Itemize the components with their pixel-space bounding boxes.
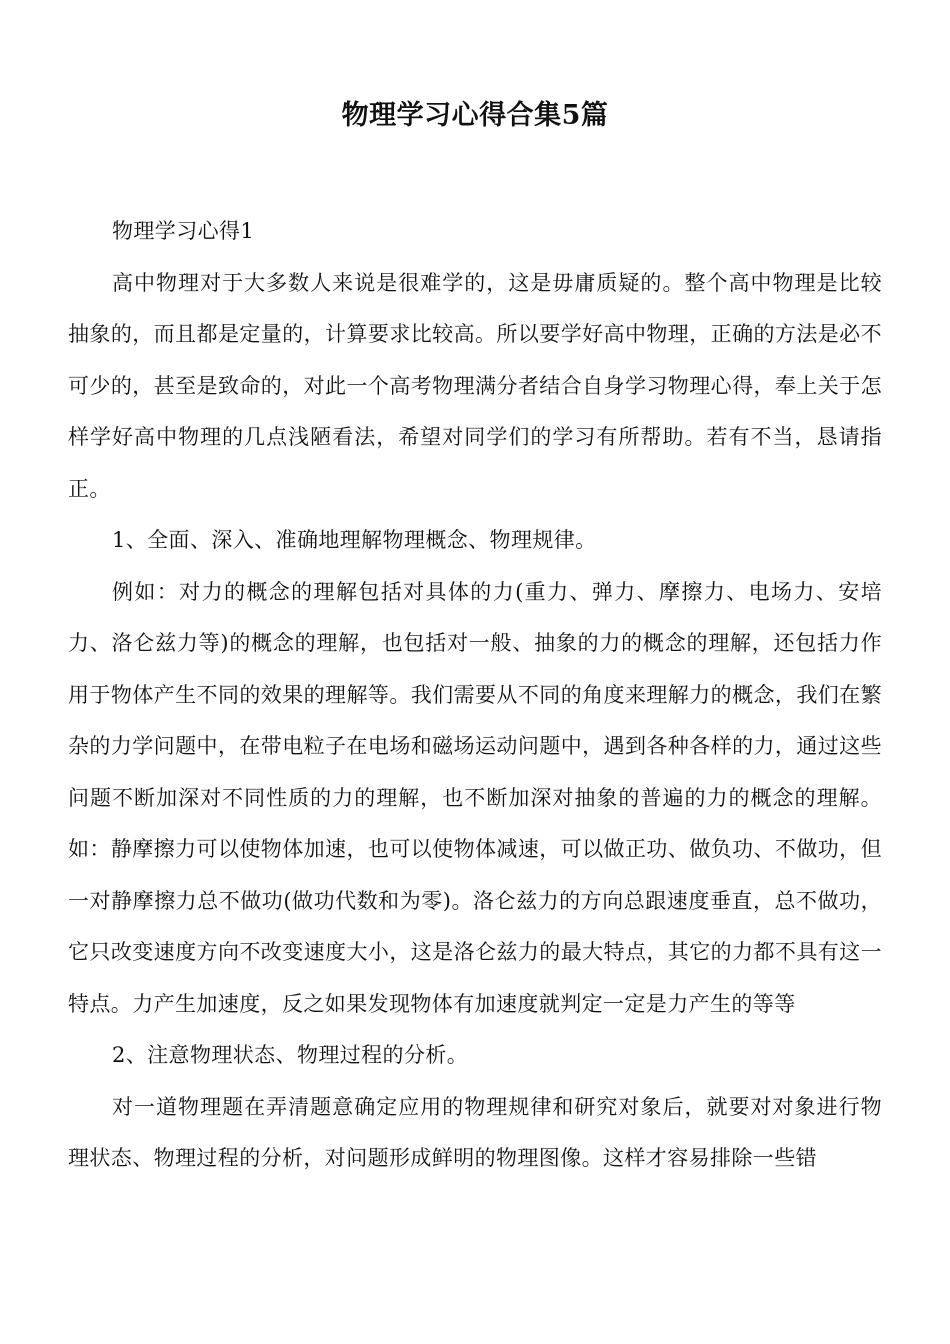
paragraph: 对一道物理题在弄清题意确定应用的物理规律和研究对象后，就要对对象进行物理状态、物理过程的分析，对问题形成鲜明的物理图像。这样才容易排除一些错	[68, 1094, 882, 1170]
document-title: 物理学习心得合集5篇	[341, 100, 609, 131]
paragraph: 例如：对力的概念的理解包括对具体的力(重力、弹力、摩擦力、电场力、安培力、洛仑兹力等)的概念的理解，也包括对一般、抽象的力的概念的理解，还包括力作用于物体产生不同的效果的理解等。我们需要从不同的角度来理解力的概念，我们在繁杂的力学问题中，在带电粒子在电场和磁场运动问题中，遇到各种各样的力，通过这些问题不断加深对不同性质的力的理解，也不断加深对抽象的普遍的力的概念的理解。如：静摩擦力可以使物体加速，也可以使物体减速，可以做正功、做负功、不做功，但一对静摩擦力总不做功(做功代数和为零)。洛仑兹力的方向总跟速度垂直，总不做功，它只改变速度方向不改变速度大小，这是洛仑兹力的最大特点，其它的力都不具有这一特点。力产生加速度，反之如果发现物体有加速度就判定一定是力产生的等等	[68, 579, 882, 1016]
section-heading: 物理学习心得1	[112, 219, 255, 243]
point-heading: 2、注意物理状态、物理过程的分析。	[112, 1043, 469, 1067]
document-body	[68, 206, 882, 1185]
point-heading: 1、全面、深入、准确地理解物理概念、物理规律。	[112, 528, 597, 552]
paragraph: 高中物理对于大多数人来说是很难学的，这是毋庸质疑的。整个高中物理是比较抽象的，而且都是定量的，计算要求比较高。所以要学好高中物理，正确的方法是必不可少的，甚至是致命的，对此一个高考物理满分者结合自身学习物理心得，奉上关于怎样学好高中物理的几点浅陋看法，希望对同学们的学习有所帮助。若有不当，恳请指正。	[68, 270, 882, 501]
